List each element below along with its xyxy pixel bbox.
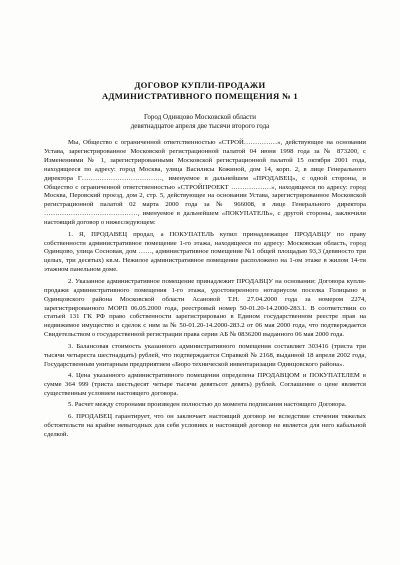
document-body [44, 139, 366, 442]
paragraph-4: 4. Цена указанного административного помещения определена ПРОДАВЦОМ и ПОКУПАТЕЛЕМ в сумме 364 999 (триста шестьдесят четыре тысячи девятьсот девять) рублей. Соглашение о цене является существенным условием настоящего договора. [44, 372, 366, 397]
paragraph-preamble: Мы, Общество с ограниченной ответственностью «СТРОЙ……………», действующее на основании Устава, зарегистрированное Московской регистрационной палатой 04 июня 1998 года за № 873200, с Изменениями № 1, зарегистрированными Московской регистрационной палатой 15 октября 2001 года, находящееся по адресу: город Москва, улица Василисы Кожиной, дом 14, корп. 2, в лице Генерального директора Г………………………………, именуемое в дальнейшем «ПРОДАВЕЦ», с одной стороны, и Общество с ограниченной ответственностью «СТРОЙПРОЕКТ ………………», находящееся по адресу: город Москва, Перовский проезд, дом 2, стр. 5, действующее на основании Устава, зарегистрированное Московской регистрационной палатой 02 марта 2000 года за № 966008, в лице Генерального директора ……………………………………, именуемое в дальнейшем «ПОКУПАТЕЛЬ», с другой стороны, заключили настоящий договор о нижеследующем: [44, 139, 366, 227]
paragraph-5: 5. Расчет между сторонами произведен полностью до момента подписания настоящего Договора. [68, 401, 347, 409]
document-city: Город Одинцово Московской области [144, 113, 256, 121]
paragraph-6: 6. ПРОДАВЕЦ гарантирует, что он заключает настоящий договор не вследствие стечения тяжелых обстоятельств на крайне невыгодных для себя условиях и настоящий договор не является для него кабальной сделкой. [44, 412, 366, 438]
document-date: девятнадцатое апреля две тысячи второго года [130, 122, 270, 130]
paragraph-2: 2. Указанное административное помещение принадлежит ПРОДАВЦУ на основании: Договора купли-продажи административного помещения 1-го этажа, удостоверенного нотариусом поселка Голицыно и Одинцовского района Московской области Асановой Т.Н. 27.04.2000 года за номером 2274, зарегистрированного МОРП 06.05.2000 года, реестровый номер 50-01.20-14.2000-283.1. В соответствии со статьей 131 ГК РФ право собственности зарегистрировано в Едином государственном реестре прав на недвижимое имущество и сделок с ним за № 50-01.20-14.2000-283.2 от 06 мая 2000 года, что подтверждается Свидетельством о государственной регистрации права серии АБ № 0836200 выданного 06 мая 2000 года. [44, 277, 366, 339]
paragraph-1: 1. Я, ПРОДАВЕЦ продал, а ПОКУПАТЕЛЬ купил принадлежащее ПРОДАВЦУ по праву собственности административное помещение 1-го этажа, находящееся по адресу: Московская область, город Одинцово, улица Сосновая, дом ……, административное помещение №1 общей площадью 93,3 (девяносто три целых, три десятых) кв.м. Нежилое административное помещение расположено на 1-ом этаже в жилом 14-ти этажном панельном доме. [44, 230, 366, 274]
paragraph-3: 3. Балансовая стоимость указанного административного помещения составляет 303416 (триста три тысячи четыреста шестнадцать) рублей, что подтверждается Справкой № 2168, выданной 18 апреля 2002 года, Государственным унитарным предприятием «Бюро технической инвентаризации Одинцовского района». [44, 342, 366, 368]
document-title-line2: АДМИНИСТРАТИВНОГО ПОМЕЩЕНИЯ № 1 [102, 91, 298, 101]
document-title-line1: ДОГОВОР КУПЛИ-ПРОДАЖИ [134, 80, 266, 90]
